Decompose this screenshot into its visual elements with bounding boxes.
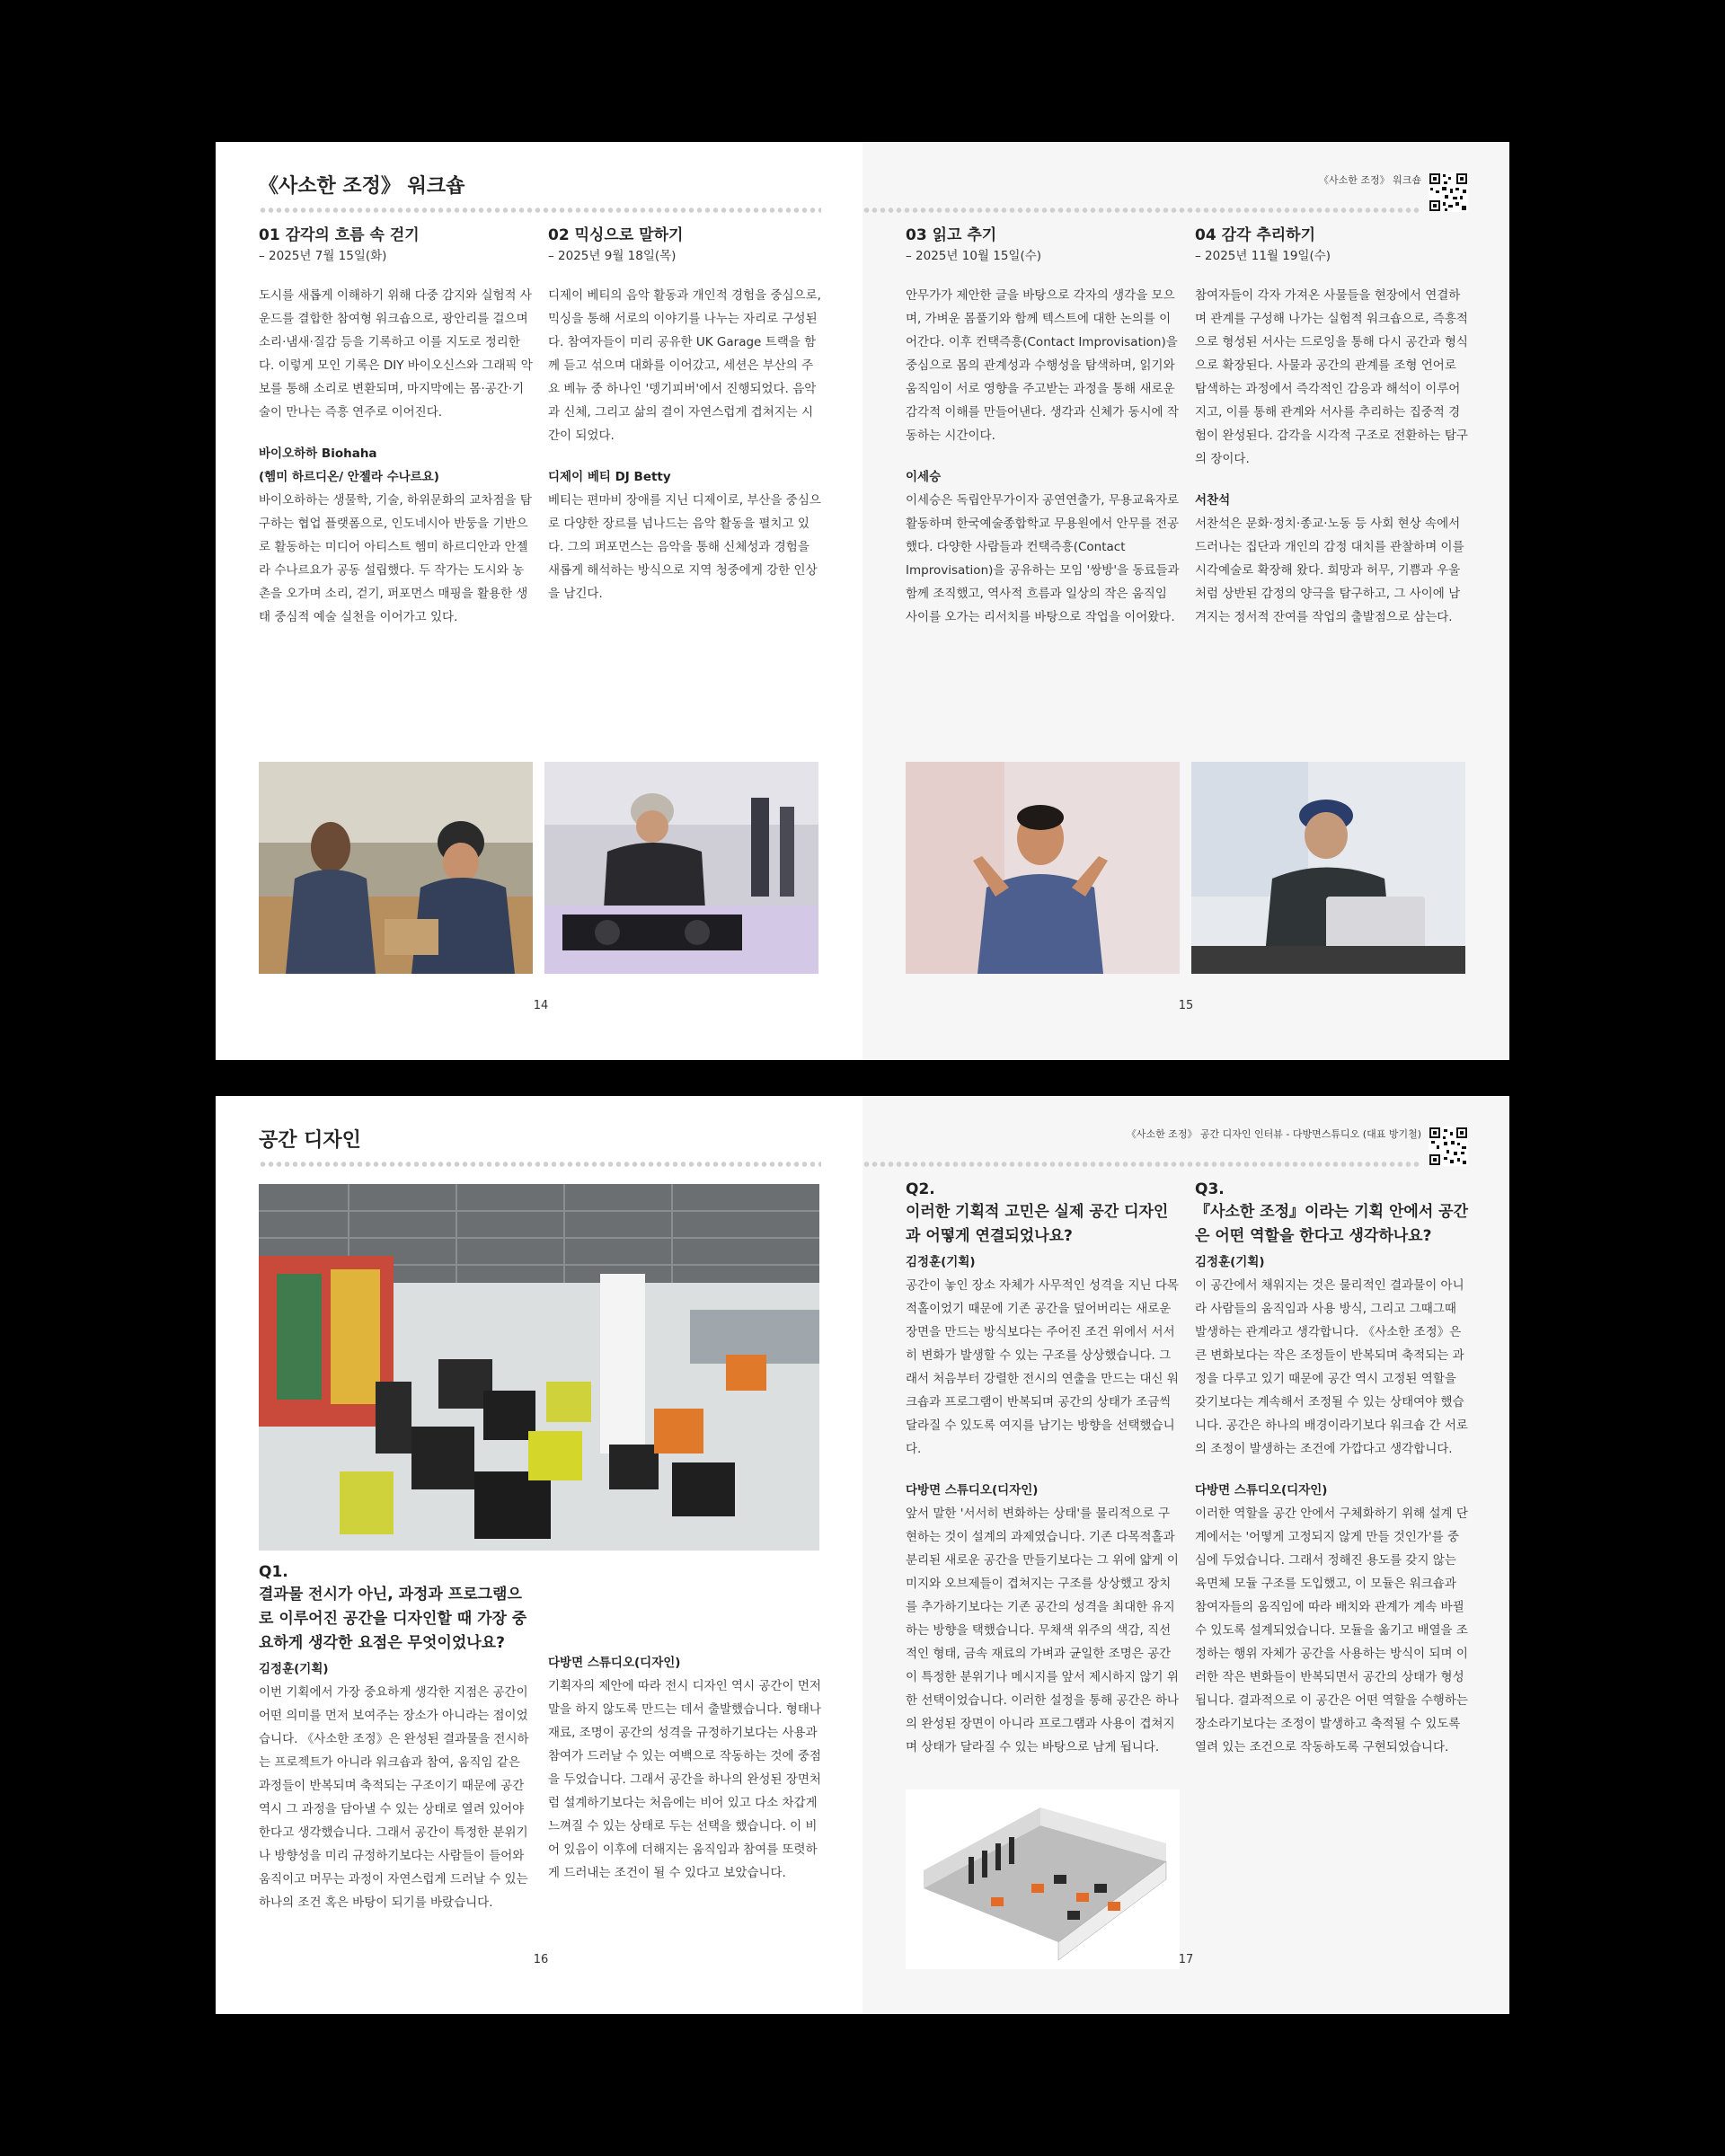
workshop-body: 참여자들이 각자 가져온 사물들을 현장에서 연결하며 관계를 구성해 나가는 실험적 워크숍으로, 즉흥적으로 형성된 서사는 드로잉을 통해 다시 공간과 형식으로 확장된다. 사물과 공간의 관계를 조형 언어로 탐색하는 과정에서 즉각적인 감응과 해석이 이루어지고, 이를 통해 관계와 서사를 추리하는 집중적 경험이 완성된다. 감각을 시각적 구조로 전환하는 탐구의 장이다. — [1195, 288, 1468, 466]
page-17 — [862, 1096, 1509, 2014]
workshop-date: – 2025년 11월 19일(수) — [1195, 249, 1331, 263]
workshop-02 — [548, 225, 822, 605]
question-number: Q3. — [1195, 1180, 1225, 1198]
artist-name: 디제이 베티 DJ Betty — [548, 470, 671, 484]
page-14 — [216, 142, 862, 1060]
page-number: 16 — [533, 1953, 549, 1966]
workshop-title: 04 감각 추리하기 — [1195, 226, 1316, 244]
floorplan-render — [906, 1789, 1180, 1969]
workshop-title: 02 믹싱으로 말하기 — [548, 226, 684, 244]
running-header-rest: - 다방면스튜디오 (대표 방기철) — [1282, 1128, 1421, 1140]
artist-subname: (헴미 하르디온/ 안젤라 수나르요) — [259, 470, 439, 484]
answer-text: 이러한 역할을 공간 안에서 구체화하기 위해 설계 단계에서는 '어떻게 고정되지 않게 만들 것인가'를 중심에 두었습니다. 그래서 정해진 용도를 갖지 않는 육면체 모듈 구조를 도입했고, 이 모듈은 워크숍과 참여자들의 움직임에 따라 배치와 관계가 계속 바뀔 수 있도록 설계되었습니다. 모듈을 옮기고 배열을 조정하는 행위 자체가 공간을 사용하는 방식이 되며 이러한 작은 변화들이 반복되면서 공간의 상태가 형성됩니다. 결과적으로 이 공간은 어떤 역할을 수행하는 장소라기보다는 조정이 발생하고 축적될 수 있도록 열려 있는 조건으로 작동하도록 구현되었습니다. — [1195, 1507, 1468, 1754]
answer-text: 이 공간에서 채워지는 것은 물리적인 결과물이 아니라 사람들의 움직임과 사용 방식, 그리고 그때그때 발생하는 관계라고 생각합니다. 《사소한 조정》은 큰 변화보다는 작은 조정들이 반복되며 축적되는 과정을 다루고 있기 때문에 공간 역시 고정된 역할을 갖기보다는 계속해서 조정될 수 있는 상태여야 했습니다. 공간은 하나의 배경이라기보다 워크숍 간 서로의 조정이 발생하는 조건에 가깝다고 생각합니다. — [1195, 1278, 1468, 1456]
answer-text: 공간이 놓인 장소 자체가 사무적인 성격을 지닌 다목적홀이었기 때문에 기존 공간을 덮어버리는 새로운 장면을 만드는 방식보다는 주어진 조건 위에서 서서히 변화가 발생할 수 있는 구조를 상상했습니다. 그래서 처음부터 강렬한 전시의 연출을 만드는 대신 워크숍과 프로그램이 반복되며 공간의 상태가 조금씩 달라질 수 있도록 여지를 남기는 방향을 선택했습니다. — [906, 1278, 1179, 1456]
page-15 — [862, 142, 1509, 1060]
artist-name: 이세승 — [906, 470, 942, 484]
workshop-title: 03 읽고 추기 — [906, 226, 997, 244]
question-number: Q2. — [906, 1180, 935, 1198]
speaker-name: 다방면 스튜디오(디자인) — [906, 1483, 1039, 1498]
photo-biohaha — [259, 762, 533, 974]
speaker-name: 김정훈(기획) — [906, 1255, 976, 1269]
question-text: 이러한 기획적 고민은 실제 공간 디자인과 어떻게 연결되었나요? — [906, 1203, 1169, 1245]
question-number: Q1. — [259, 1563, 288, 1581]
question-1-designer-answer — [548, 1651, 822, 1885]
workshop-title: 01 감각의 흐름 속 걷기 — [259, 226, 420, 244]
workshop-03 — [906, 225, 1180, 629]
speaker-name: 김정훈(기획) — [1195, 1255, 1265, 1269]
artist-name: 바이오하하 Biohaha — [259, 446, 377, 461]
page-number: 15 — [1178, 999, 1194, 1012]
qr-code-icon[interactable] — [1429, 172, 1468, 212]
workshop-04 — [1195, 225, 1469, 629]
speaker-name: 김정훈(기획) — [259, 1662, 329, 1676]
workshop-01 — [259, 225, 533, 629]
answer-text: 이번 기획에서 가장 중요하게 생각한 지점은 공간이 어떤 의미를 먼저 보여주는 장소가 아니라는 점이었습니다. 《사소한 조정》은 완성된 결과물을 전시하는 프로젝트가 아니라 워크숍과 참여, 움직임 같은 과정들이 반복되며 축적되는 구조이기 때문에 공간 역시 그 과정을 담아낼 수 있는 상태로 열려 있어야 한다고 생각했습니다. 그래서 공간이 특정한 분위기나 방향성을 미리 규정하기보다는 사람들이 들어와 움직이고 머무는 과정이 자연스럽게 드러날 수 있는 하나의 조건 혹은 바탕이 되기를 바랐습니다. — [259, 1685, 529, 1910]
dotted-divider — [259, 207, 821, 214]
running-header-bold: 《사소한 조정》 공간 디자인 인터뷰 — [1126, 1128, 1283, 1140]
artist-bio: 베티는 편마비 장애를 지닌 디제이로, 부산을 중심으로 다양한 장르를 넘나드는 음악 활동을 펼치고 있다. 그의 퍼포먼스는 음악을 통해 신체성과 경험을 새롭게 해석하는 방식으로 지역 청중에게 강한 인상을 남긴다. — [548, 493, 821, 601]
photo-seo-chanseok — [1191, 762, 1465, 974]
speaker-name: 다방면 스튜디오(디자인) — [548, 1656, 681, 1670]
artist-bio: 바이오하하는 생물학, 기술, 하위문화의 교차점을 탐구하는 협업 플랫폼으로, 인도네시아 반둥을 기반으로 활동하는 미디어 아티스트 헴미 하르디안과 안젤라 수나르요가 공동 설립했다. 두 작가는 도시와 농촌을 오가며 소리, 걷기, 퍼포먼스 매핑을 활용한 생태 중심적 예술 실천을 이어가고 있다. — [259, 493, 532, 624]
dotted-divider — [862, 207, 1421, 214]
page-title: 《사소한 조정》 워크숍 — [259, 175, 465, 198]
answer-text: 기획자의 제안에 따라 전시 디자인 역시 공간이 먼저 말을 하지 않도록 만드는 데서 출발했습니다. 형태나 재료, 조명이 공간의 성격을 규정하기보다는 사용과 참여가 드러날 수 있는 여백으로 작동하는 것에 중점을 두었습니다. 그래서 공간을 하나의 완성된 장면처럼 설계하기보다는 처음에는 비어 있고 다소 차갑게 느껴질 수 있는 상태로 두는 선택을 했습니다. 이 비어 있음이 이후에 더해지는 움직임과 참여를 또렷하게 드러내는 조건이 될 수 있다고 보았습니다. — [548, 1679, 821, 1880]
photo-dj-betty — [544, 762, 818, 974]
dotted-divider — [862, 1161, 1421, 1168]
running-header: 《사소한 조정》 워크숍 — [1318, 174, 1421, 186]
artist-bio: 이세승은 독립안무가이자 공연연출가, 무용교육자로 활동하며 한국예술종합학교 무용원에서 안무를 전공했다. 다양한 사람들과 컨택즉흥(Contact Improvisation)을 공유하는 모임 '쌍방'을 동료들과 함께 조직했고, 역사적 흐름과 일상의 작은 움직임 사이를 오가는 리서치를 바탕으로 작업을 이어왔다. — [906, 493, 1180, 624]
photo-lee-seseung — [906, 762, 1180, 974]
page-number: 17 — [1178, 1953, 1194, 1966]
question-1 — [259, 1561, 533, 1914]
workshop-date: – 2025년 7월 15일(화) — [259, 249, 387, 263]
question-text: 결과물 전시가 아닌, 과정과 프로그램으로 이루어진 공간을 디자인할 때 가장 중요하게 생각한 요점은 무엇이었나요? — [259, 1586, 527, 1652]
question-3 — [1195, 1179, 1469, 1759]
photo-exhibition-hall — [259, 1184, 819, 1551]
qr-code-icon[interactable] — [1429, 1127, 1468, 1166]
workshop-spread — [216, 142, 1509, 1060]
workshop-body: 안무가가 제안한 글을 바탕으로 각자의 생각을 모으며, 가벼운 몸풀기와 함께 텍스트에 대한 논의를 이어간다. 이후 컨택즉흥(Contact Improvisation)을 중심으로 몸의 관계성과 수행성을 탐색하며, 읽기와 움직임이 서로 영향을 주고받는 과정을 통해 새로운 감각적 이해를 만들어낸다. 생각과 신체가 동시에 작동하는 시간이다. — [906, 288, 1179, 443]
dotted-divider — [259, 1161, 821, 1168]
workshop-date: – 2025년 10월 15일(수) — [906, 249, 1042, 263]
question-2 — [906, 1179, 1180, 1759]
artist-name: 서찬석 — [1195, 493, 1231, 508]
workshop-date: – 2025년 9월 18일(목) — [548, 249, 677, 263]
space-design-spread — [216, 1096, 1509, 2014]
question-text: 『사소한 조정』이라는 기획 안에서 공간은 어떤 역할을 한다고 생각하나요? — [1195, 1203, 1469, 1245]
workshop-body: 도시를 새롭게 이해하기 위해 다중 감지와 실험적 사운드를 결합한 참여형 워크숍으로, 광안리를 걸으며 소리·냄새·질감 등을 기록하고 이를 지도로 정리한다. 이렇게 모인 기록은 DIY 바이오신스와 그래픽 악보를 통해 소리로 변환되며, 마지막에는 몸·공간·기술이 만나는 즉흥 연주로 이어진다. — [259, 288, 533, 420]
artist-bio: 서찬석은 문화·정치·종교·노동 등 사회 현상 속에서 드러나는 집단과 개인의 감정 대치를 관찰하며 이를 시각예술로 확장해 왔다. 희망과 허무, 기쁨과 우울처럼 상반된 감정의 양극을 탐구하고, 그 사이에 남겨지는 정서적 잔여를 작업의 출발점으로 삼는다. — [1195, 517, 1464, 624]
page-title: 공간 디자인 — [259, 1129, 361, 1152]
page-16 — [216, 1096, 862, 2014]
answer-text: 앞서 말한 '서서히 변화하는 상태'를 물리적으로 구현하는 것이 설계의 과제였습니다. 기존 다목적홀과 분리된 새로운 공간을 만들기보다는 그 위에 얇게 이미지와 오브제들이 겹쳐지는 구조를 상상했고 장치를 추가하기보다는 기존 공간의 성격을 최대한 유지하는 방향을 택했습니다. 무채색 위주의 색감, 직선적인 형태, 금속 재료의 가벼과 균일한 조명은 공간이 특정한 분위기나 메시지를 앞서 제시하지 않기 위한 선택이었습니다. 이러한 설정을 통해 공간은 하나의 완성된 장면이 아니라 프로그램과 사용이 겹쳐지며 상태가 달라질 수 있는 바탕으로 남게 됩니다. — [906, 1507, 1179, 1754]
page-number: 14 — [533, 999, 549, 1012]
workshop-body: 디제이 베티의 음악 활동과 개인적 경험을 중심으로, 믹싱을 통해 서로의 이야기를 나누는 자리로 구성된다. 참여자들이 미리 공유한 UK Garage 트랙을 함께 듣고 섞으며 대화를 이어갔고, 세션은 부산의 주요 베뉴 중 하나인 '뎅기피버'에서 진행되었다. 음악과 신체, 그리고 삶의 결이 자연스럽게 겹쳐지는 시간이 되었다. — [548, 288, 821, 443]
speaker-name: 다방면 스튜디오(디자인) — [1195, 1483, 1328, 1498]
running-header — [1127, 1127, 1421, 1141]
